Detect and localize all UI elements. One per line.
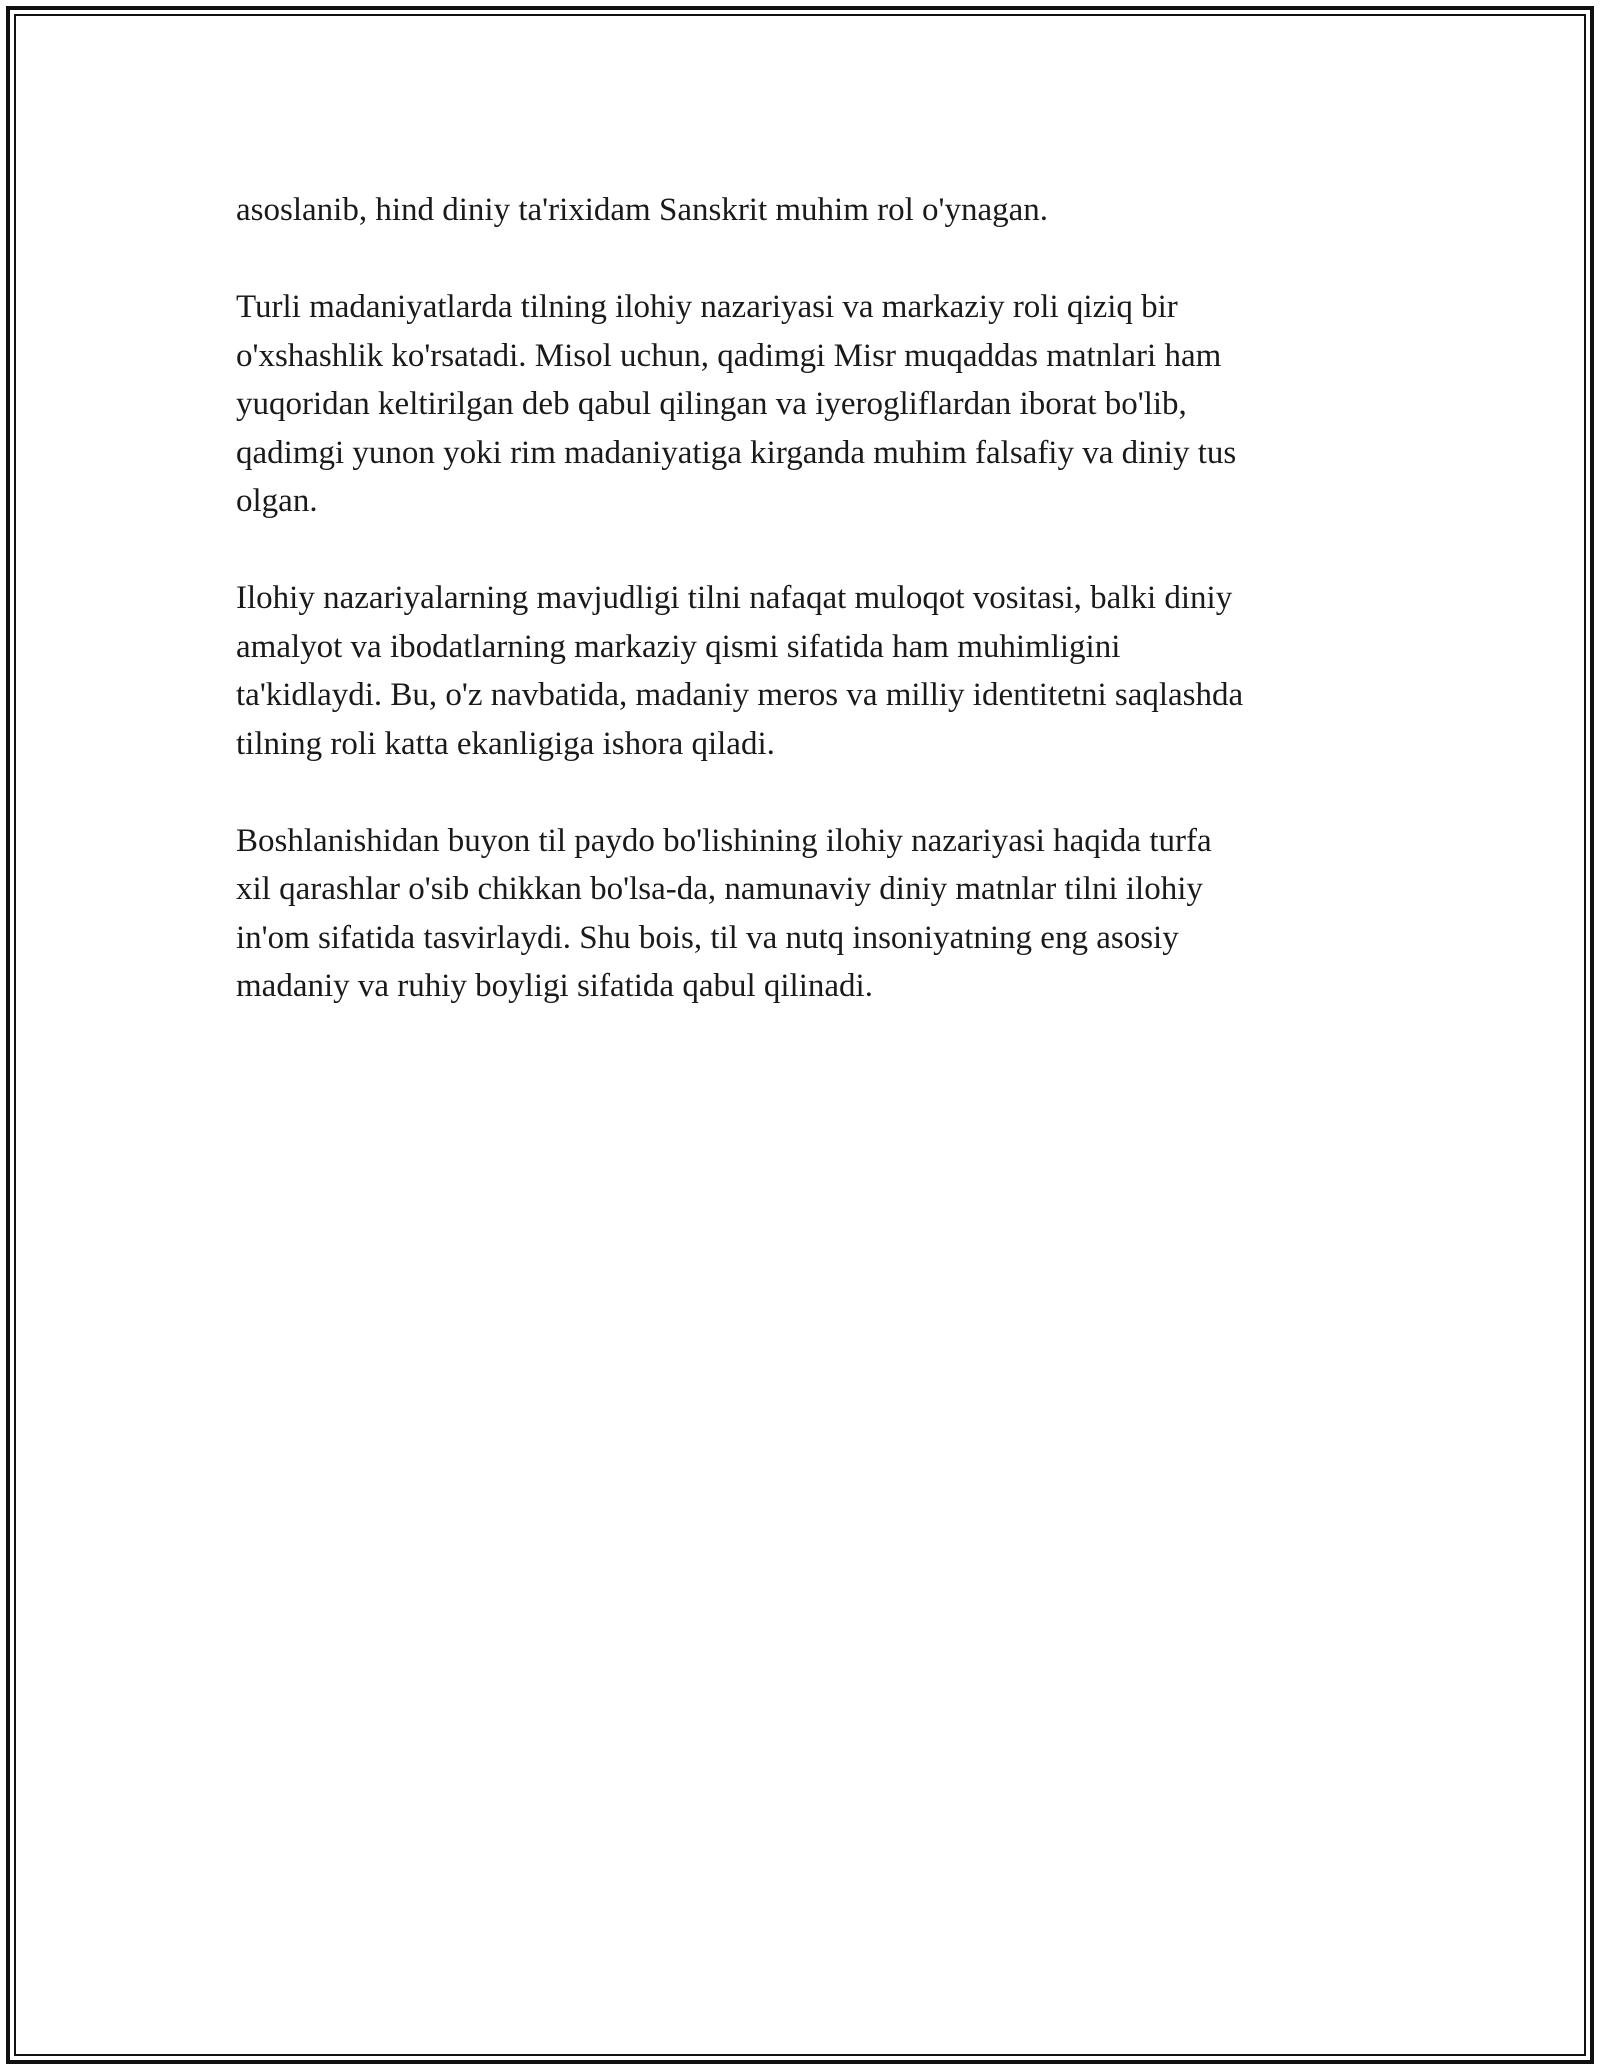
- paragraph: Ilohiy nazariyalarning mavjudligi tilni nafaqat muloqot vositasi, balki diniy amalyot va ibodatlarning markaziy qismi sifatida ham muhimligini ta'kidlaydi. Bu, o'z navbatida, madaniy meros va milliy identitetni saqlashda tilning roli katta ekanligiga ishora qiladi.: [236, 580, 1244, 762]
- paragraph: Turli madaniyatlarda tilning ilohiy nazariyasi va markaziy roli qiziq bir o'xshashlik ko'rsatadi. Misol uchun, qadimgi Misr muqaddas matnlari ham yuqoridan keltirilgan deb qabul qilingan va iyerogliflardan iborat bo'lib, qadimgi yunon yoki rim madaniyatiga kirganda muhim falsafiy va diniy tus olgan.: [236, 289, 1237, 519]
- paragraph: Boshlanishidan buyon til paydo bo'lishining ilohiy nazariyasi haqida turfa xil qarashlar o'sib chikkan bo'lsa-da, namunaviy diniy matnlar tilni ilohiy in'om sifatida tasvirlaydi. Shu bois, til va nutq insoniyatning eng asosiy madaniy va ruhiy boyligi sifatida qabul qilinadi.: [236, 822, 1212, 1004]
- document-body: [236, 186, 1376, 1059]
- paragraph: asoslanib, hind diniy ta'rixidam Sanskrit muhim rol o'ynagan.: [236, 192, 1049, 228]
